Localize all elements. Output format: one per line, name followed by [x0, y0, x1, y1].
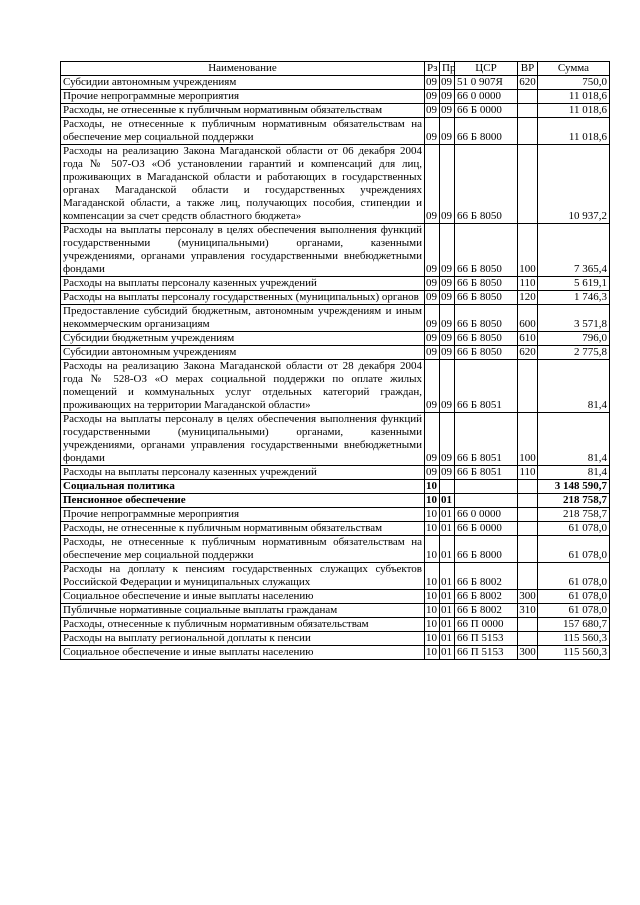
cell-pr: 01: [440, 508, 455, 522]
cell-csr: 66 Б 8051: [455, 360, 518, 413]
table-row: [61, 332, 610, 346]
cell-pr: 01: [440, 632, 455, 646]
cell-name: Субсидии бюджетным учреждениям: [61, 332, 425, 346]
cell-csr: 66 Б 8051: [455, 466, 518, 480]
table-row: [61, 563, 610, 590]
cell-csr: 66 П 5153: [455, 646, 518, 660]
cell-rz: 10: [425, 508, 440, 522]
cell-vr: 110: [519, 466, 536, 478]
cell-sum: 3 148 590,7: [538, 480, 610, 494]
cell-vr: [518, 145, 538, 224]
cell-name: Социальное обеспечение и иные выплаты населению: [61, 646, 425, 660]
cell-name: Публичные нормативные социальные выплаты гражданам: [61, 604, 425, 618]
cell-sum: 11 018,6: [538, 118, 610, 145]
cell-vr: [518, 118, 538, 145]
cell-vr: [518, 494, 538, 508]
cell-pr: 09: [440, 360, 455, 413]
cell-pr: 01: [440, 604, 455, 618]
cell-sum: 115 560,3: [538, 632, 610, 646]
cell-sum: 61 078,0: [538, 522, 610, 536]
cell-csr: 66 Б 8050: [455, 332, 518, 346]
cell-pr: 01: [440, 618, 455, 632]
cell-rz: 10: [425, 522, 440, 536]
cell-pr: 09: [440, 332, 455, 346]
cell-csr: [455, 480, 518, 494]
cell-sum: 61 078,0: [538, 563, 610, 590]
table-row: [61, 76, 610, 90]
cell-rz: 10: [425, 646, 440, 660]
cell-vr: 600: [518, 305, 538, 332]
cell-name: Расходы, не отнесенные к публичным нормативным обязательствам на обеспечение мер социальной поддержки: [61, 118, 425, 145]
table-body: [61, 76, 610, 660]
cell-rz: 09: [425, 332, 440, 346]
table-row: [61, 360, 610, 413]
cell-pr: 01: [440, 494, 455, 508]
table-row: [61, 590, 610, 604]
cell-vr: [518, 508, 538, 522]
cell-pr: 01: [440, 563, 455, 590]
table-row: [61, 646, 610, 660]
header-rz: Рз: [425, 62, 440, 76]
cell-csr: 66 Б 0000: [455, 104, 518, 118]
cell-pr: 09: [440, 145, 455, 224]
cell-sum: 7 365,4: [538, 224, 610, 277]
cell-name: Расходы на выплаты персоналу в целях обеспечения выполнения функций государственными (муниципальными) органами, казенными учреждениями, органами управления государственными внебюджетными фондами: [61, 413, 425, 466]
cell-name: Субсидии автономным учреждениям: [61, 346, 425, 360]
cell-name: Прочие непрограммные мероприятия: [61, 508, 425, 522]
cell-name: Расходы на выплату региональной доплаты к пенсии: [61, 632, 425, 646]
cell-pr: 09: [440, 305, 455, 332]
cell-csr: 66 П 0000: [455, 618, 518, 632]
cell-name: Расходы, отнесенные к публичным нормативным обязательствам: [61, 618, 425, 632]
cell-sum: 11 018,6: [538, 104, 610, 118]
cell-rz: 10: [425, 563, 440, 590]
cell-rz: 10: [425, 632, 440, 646]
cell-rz: 10: [425, 618, 440, 632]
cell-sum: 218 758,7: [538, 494, 610, 508]
budget-table-page: [60, 61, 609, 660]
table-row: [61, 536, 610, 563]
budget-table: [60, 61, 610, 660]
cell-name: Субсидии автономным учреждениям: [61, 76, 425, 90]
cell-name: Расходы на выплаты персоналу в целях обеспечения выполнения функций государственными (муниципальными) органами, казенными учреждениями, органами управления государственными внебюджетными фондами: [61, 224, 425, 277]
table-row: [61, 466, 610, 480]
cell-name: Расходы на выплаты персоналу государственных (муниципальных) органов: [61, 291, 425, 305]
table-row: [61, 104, 610, 118]
cell-sum: 1 746,3: [538, 291, 610, 305]
cell-vr: 110: [519, 277, 536, 289]
cell-pr: 09: [440, 224, 455, 277]
cell-rz: 10: [425, 590, 440, 604]
cell-name: Пенсионное обеспечение: [61, 494, 425, 508]
cell-vr: [518, 522, 538, 536]
cell-vr: [518, 104, 538, 118]
cell-pr: [440, 480, 455, 494]
cell-csr: 66 Б 8002: [455, 590, 518, 604]
cell-vr: 610: [519, 332, 536, 344]
cell-pr: 01: [440, 522, 455, 536]
cell-csr: 66 Б 0000: [455, 522, 518, 536]
table-row: [61, 508, 610, 522]
cell-rz: 09: [425, 118, 440, 145]
cell-pr: 01: [440, 536, 455, 563]
header-csr: ЦСР: [455, 62, 518, 76]
table-row: [61, 618, 610, 632]
cell-vr: 300: [519, 646, 536, 658]
cell-sum: 61 078,0: [538, 604, 610, 618]
cell-pr: 09: [440, 76, 455, 90]
cell-name: Расходы на выплаты персоналу казенных учреждений: [61, 277, 425, 291]
cell-pr: 09: [440, 118, 455, 145]
cell-sum: 2 775,8: [538, 346, 610, 360]
cell-vr: 300: [519, 590, 536, 602]
cell-vr: [518, 90, 538, 104]
cell-pr: 09: [440, 277, 455, 291]
cell-name: Прочие непрограммные мероприятия: [61, 90, 425, 104]
cell-vr: 120: [519, 291, 536, 303]
table-row: [61, 145, 610, 224]
cell-sum: 3 571,8: [538, 305, 610, 332]
cell-name: Расходы, не отнесенные к публичным нормативным обязательствам на обеспечение мер социальной поддержки: [61, 536, 425, 563]
cell-csr: 66 Б 8000: [455, 536, 518, 563]
cell-rz: 09: [425, 224, 440, 277]
table-header-row: [61, 62, 610, 76]
cell-name: Социальное обеспечение и иные выплаты населению: [61, 590, 425, 604]
cell-vr: 620: [519, 76, 536, 88]
cell-rz: 09: [425, 104, 440, 118]
cell-name: Расходы на доплату к пенсиям государственных служащих субъектов Российской Федерации и муниципальных служащих: [61, 563, 425, 590]
header-name: Наименование: [61, 62, 425, 76]
cell-rz: 10: [425, 604, 440, 618]
cell-sum: 750,0: [538, 76, 610, 90]
cell-csr: 66 П 5153: [455, 632, 518, 646]
cell-name: Расходы, не отнесенные к публичным нормативным обязательствам: [61, 104, 425, 118]
cell-rz: 09: [425, 291, 440, 305]
cell-vr: 620: [519, 346, 536, 358]
cell-csr: 66 Б 8050: [455, 346, 518, 360]
cell-pr: 01: [440, 590, 455, 604]
table-row: [61, 604, 610, 618]
cell-csr: 66 Б 8050: [455, 145, 518, 224]
cell-rz: 09: [425, 466, 440, 480]
cell-pr: 09: [440, 413, 455, 466]
table-row: [61, 224, 610, 277]
cell-pr: 09: [440, 346, 455, 360]
cell-sum: 11 018,6: [538, 90, 610, 104]
cell-csr: 66 0 0000: [455, 508, 518, 522]
cell-vr: 100: [518, 413, 538, 466]
cell-pr: 09: [440, 291, 455, 305]
cell-csr: 66 Б 8000: [455, 118, 518, 145]
cell-sum: 115 560,3: [538, 646, 610, 660]
table-row: [61, 494, 610, 508]
cell-sum: 61 078,0: [538, 536, 610, 563]
cell-csr: 66 Б 8002: [455, 563, 518, 590]
cell-sum: 81,4: [538, 466, 610, 480]
cell-sum: 81,4: [538, 413, 610, 466]
cell-sum: 81,4: [538, 360, 610, 413]
cell-sum: 5 619,1: [538, 277, 610, 291]
cell-vr: [518, 360, 538, 413]
table-row: [61, 522, 610, 536]
cell-rz: 09: [425, 305, 440, 332]
cell-vr: [518, 618, 538, 632]
cell-name: Расходы на реализацию Закона Магаданской области от 28 декабря 2004 года № 528-ОЗ «О мерах социальной поддержки по оплате жилых помещений и коммунальных услуг отдельных категорий граждан, проживающих на территории Магаданской области»: [61, 360, 425, 413]
cell-sum: 157 680,7: [538, 618, 610, 632]
table-row: [61, 277, 610, 291]
cell-sum: 218 758,7: [538, 508, 610, 522]
cell-rz: 09: [425, 90, 440, 104]
cell-pr: 01: [440, 646, 455, 660]
cell-rz: 10: [425, 494, 440, 508]
cell-name: Расходы, не отнесенные к публичным нормативным обязательствам: [61, 522, 425, 536]
header-sum: Сумма: [538, 62, 610, 76]
cell-name: Социальная политика: [61, 480, 425, 494]
table-row: [61, 90, 610, 104]
table-row: [61, 413, 610, 466]
cell-rz: 10: [425, 536, 440, 563]
cell-vr: 310: [519, 604, 536, 616]
cell-vr: [518, 632, 538, 646]
table-row: [61, 305, 610, 332]
cell-pr: 09: [440, 466, 455, 480]
cell-rz: 09: [425, 360, 440, 413]
cell-pr: 09: [440, 104, 455, 118]
cell-rz: 09: [425, 413, 440, 466]
table-row: [61, 291, 610, 305]
cell-csr: 66 Б 8002: [455, 604, 518, 618]
cell-rz: 09: [425, 145, 440, 224]
cell-rz: 09: [425, 76, 440, 90]
cell-csr: 66 Б 8050: [455, 291, 518, 305]
cell-csr: [455, 494, 518, 508]
cell-csr: 66 Б 8050: [455, 224, 518, 277]
table-row: [61, 632, 610, 646]
cell-csr: 66 0 0000: [455, 90, 518, 104]
header-pr: Пр: [440, 62, 455, 76]
cell-pr: 09: [440, 90, 455, 104]
cell-rz: 09: [425, 346, 440, 360]
cell-csr: 66 Б 8050: [455, 305, 518, 332]
table-row: [61, 118, 610, 145]
cell-rz: 09: [425, 277, 440, 291]
cell-vr: [518, 480, 538, 494]
cell-rz: 10: [425, 480, 440, 494]
cell-name: Расходы на реализацию Закона Магаданской области от 06 декабря 2004 года № 507-ОЗ «Об установлении гарантий и компенсаций для лиц, проживающих в Магаданской области и работающих в государственных органах Магаданской области и государственных учреждениях Магаданской области, а также лиц, получающих пособия, стипендии и компенсации за счет средств областного бюджета»: [61, 145, 425, 224]
table-row: [61, 480, 610, 494]
header-vr: ВР: [518, 62, 538, 76]
cell-name: Расходы на выплаты персоналу казенных учреждений: [61, 466, 425, 480]
cell-vr: 100: [518, 224, 538, 277]
cell-vr: [518, 563, 538, 590]
cell-sum: 61 078,0: [538, 590, 610, 604]
cell-sum: 10 937,2: [538, 145, 610, 224]
cell-csr: 51 0 907Я: [455, 76, 518, 90]
cell-csr: 66 Б 8050: [455, 277, 518, 291]
cell-name: Предоставление субсидий бюджетным, автономным учреждениям и иным некоммерческим организациям: [61, 305, 425, 332]
table-row: [61, 346, 610, 360]
cell-csr: 66 Б 8051: [455, 413, 518, 466]
cell-sum: 796,0: [538, 332, 610, 346]
cell-vr: [518, 536, 538, 563]
